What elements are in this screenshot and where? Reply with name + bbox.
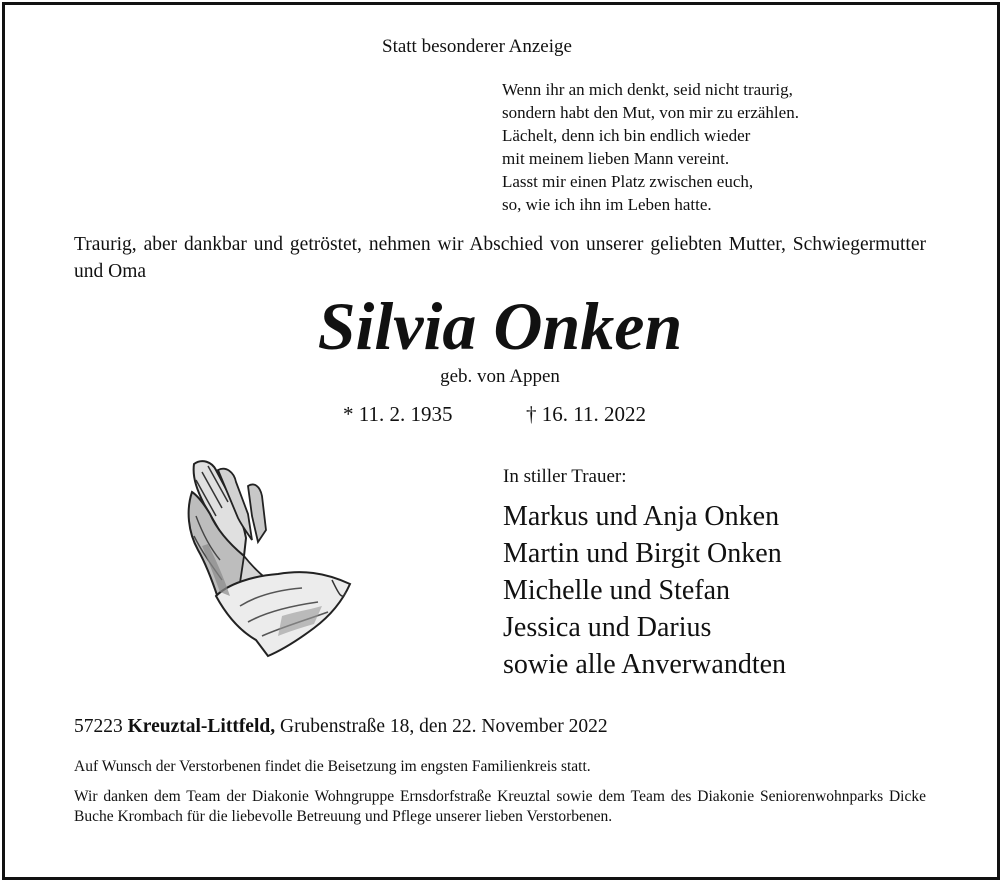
poem-line: Lächelt, denn ich bin endlich wieder <box>502 126 751 145</box>
poem-line: Lasst mir einen Platz zwischen euch, <box>502 172 754 191</box>
address-city: Kreuztal-Littfeld, <box>127 716 276 737</box>
poem <box>502 78 799 216</box>
intro-text: Traurig, aber dankbar und getröstet, nehmen wir Abschied von unserer geliebten Mutter, Schwiegermutter und Oma <box>74 234 926 282</box>
thanks-note: Wir danken dem Team der Diakonie Wohngruppe Ernsdorfstraße Kreuztal sowie dem Team des Diakonie Seniorenwohnparks Dicke Buche Krombach für die liebevolle Betreuung und Pflege unserer lieben Verstorbenen. <box>74 788 926 825</box>
mourning-label: In stiller Trauer: <box>503 466 627 487</box>
poem-line: mit meinem lieben Mann vereint. <box>502 149 730 168</box>
mourner-line: Jessica und Darius <box>503 612 712 643</box>
birth-name: geb. von Appen <box>440 366 560 387</box>
poem-line: Wenn ihr an mich denkt, seid nicht traurig, <box>502 80 793 99</box>
deceased-name: Silvia Onken <box>317 288 683 364</box>
mourner-line: sowie alle Anverwandten <box>503 649 787 680</box>
notice-border <box>2 2 1000 880</box>
notice-heading: Statt besonderer Anzeige <box>382 36 572 57</box>
address-line <box>74 716 608 738</box>
mourner-line: Michelle und Stefan <box>503 575 731 606</box>
death-date: † 16. 11. 2022 <box>526 402 646 426</box>
poem-line: sondern habt den Mut, von mir zu erzählen. <box>502 103 799 122</box>
address-postcode: 57223 <box>74 716 123 737</box>
poem-line: so, wie ich ihn im Leben hatte. <box>502 195 712 214</box>
mourner-line: Markus und Anja Onken <box>503 501 780 532</box>
address-street-date: Grubenstraße 18, den 22. November 2022 <box>279 716 608 737</box>
mourner-line: Martin und Birgit Onken <box>503 538 782 569</box>
praying-hands-icon <box>182 456 360 658</box>
mourners-list <box>503 498 786 683</box>
burial-note: Auf Wunsch der Verstorbenen findet die Beisetzung im engsten Familienkreis statt. <box>74 758 591 775</box>
birth-date: * 11. 2. 1935 <box>343 402 453 426</box>
